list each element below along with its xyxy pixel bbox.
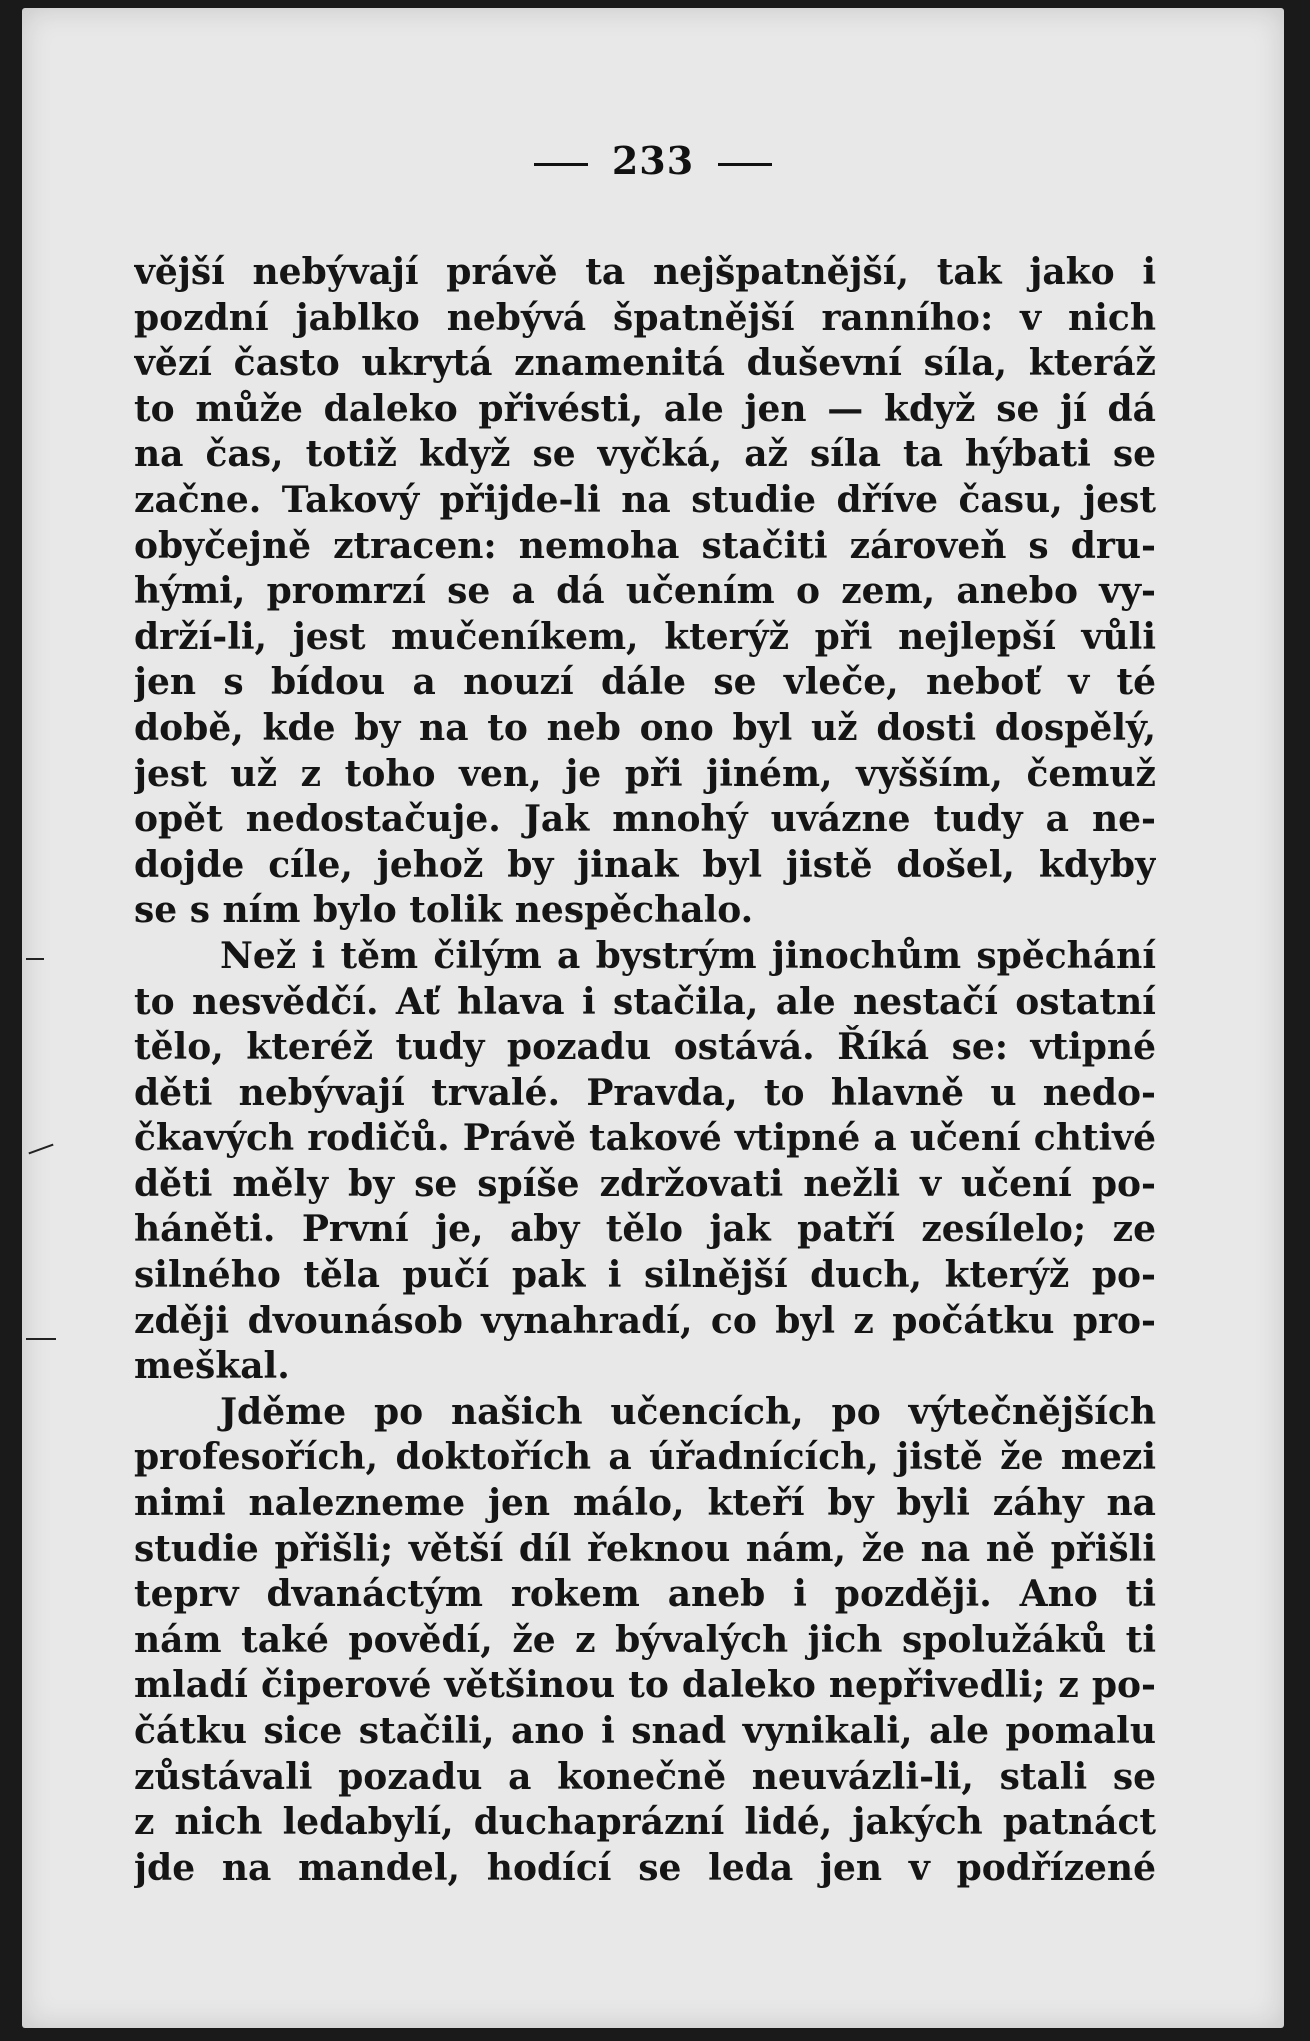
text-line: silného těla pučí pak i silnější duch, kterýž po- [134,1254,1156,1297]
text-line: dojde cíle, jehož by jinak byl jistě došel, kdyby [134,843,1156,886]
text-line: meškal. [134,1345,290,1388]
text-line: hými, promrzí se a dá učením o zem, anebo vy- [134,570,1156,613]
text-line: děti nebývají trvalé. Pravda, to hlavně u nedo- [134,1071,1156,1114]
text-line: zději dvounásob vynahradí, co byl z počátku pro- [134,1299,1156,1342]
margin-mark [28,1144,53,1155]
text-line: to nesvědčí. Ať hlava i stačila, ale nestačí ostatní [134,980,1156,1023]
page-header [22,138,1284,183]
page-body-text [134,250,1156,1891]
text-line: obyčejně ztracen: nemoha stačiti zároveň s dru- [134,524,1156,567]
text-line: z nich ledabylí, duchaprázní lidé, jakých patnáct [134,1801,1156,1844]
text-line: se s ním bylo tolik nespěchalo. [134,889,754,932]
text-line: studie přišli; větší díl řeknou nám, že na ně přišli [134,1527,1156,1570]
header-dash-right [718,163,772,166]
text-line: to může daleko přivésti, ale jen — když se jí dá [134,387,1156,430]
text-line: zůstávali pozadu a konečně neuvázli-li, stali se [134,1755,1156,1798]
text-line: drží-li, jest mučeníkem, kterýž při nejlepší vůli [134,615,1156,658]
text-line: opět nedostačuje. Jak mnohý uvázne tudy a ne- [134,798,1156,841]
text-line: vězí často ukrytá znamenitá duševní síla, kteráž [134,342,1156,385]
text-line: začne. Takový přijde-li na studie dříve času, jest [134,478,1156,521]
text-line: mladí čiperové většinou to daleko nepřivedli; z po- [134,1664,1156,1707]
text-line: čkavých rodičů. Právě takové vtipné a učení chtivé [134,1117,1156,1160]
text-line: jde na mandel, hodící se leda jen v podřízené [134,1846,1156,1889]
text-line: tělo, kteréž tudy pozadu ostává. Říká se: vtipné [134,1026,1156,1069]
text-line: děti měly by se spíše zdržovati nežli v učení po- [134,1162,1156,1205]
text-line: době, kde by na to neb ono byl už dosti dospělý, [134,706,1156,749]
text-line: Než i těm čilým a bystrým jinochům spěchání [220,934,1156,977]
header-dash-left [534,163,588,166]
text-line: Jděme po našich učencích, po výtečnějších [220,1390,1156,1433]
text-line: nimi nalezneme jen málo, kteří by byli záhy na [134,1482,1156,1525]
text-line: jest už z toho ven, je při jiném, vyšším, čemuž [134,752,1156,795]
text-line: vější nebývají právě ta nejšpatnější, tak jako i [134,251,1156,293]
text-line: pozdní jablko nebývá špatnější ranního: v nich [134,296,1156,339]
text-line: profesořích, doktořích a úřadnících, jistě že mezi [134,1436,1156,1479]
text-line: jen s bídou a nouzí dále se vleče, neboť v té [134,661,1156,704]
margin-mark [26,1338,56,1340]
text-line: teprv dvanáctým rokem aneb i později. Ano ti [134,1573,1156,1616]
margin-mark [26,958,44,960]
book-page [22,8,1284,2028]
text-line: nám také povědí, že z bývalých jich spolužáků ti [134,1618,1156,1661]
text-line: háněti. První je, aby tělo jak patří zesílelo; ze [134,1208,1156,1251]
page-number: 233 [611,138,695,183]
text-line: čátku sice stačili, ano i snad vynikali, ale pomalu [134,1710,1156,1752]
text-line: na čas, totiž když se vyčká, až síla ta hýbati se [134,433,1156,476]
